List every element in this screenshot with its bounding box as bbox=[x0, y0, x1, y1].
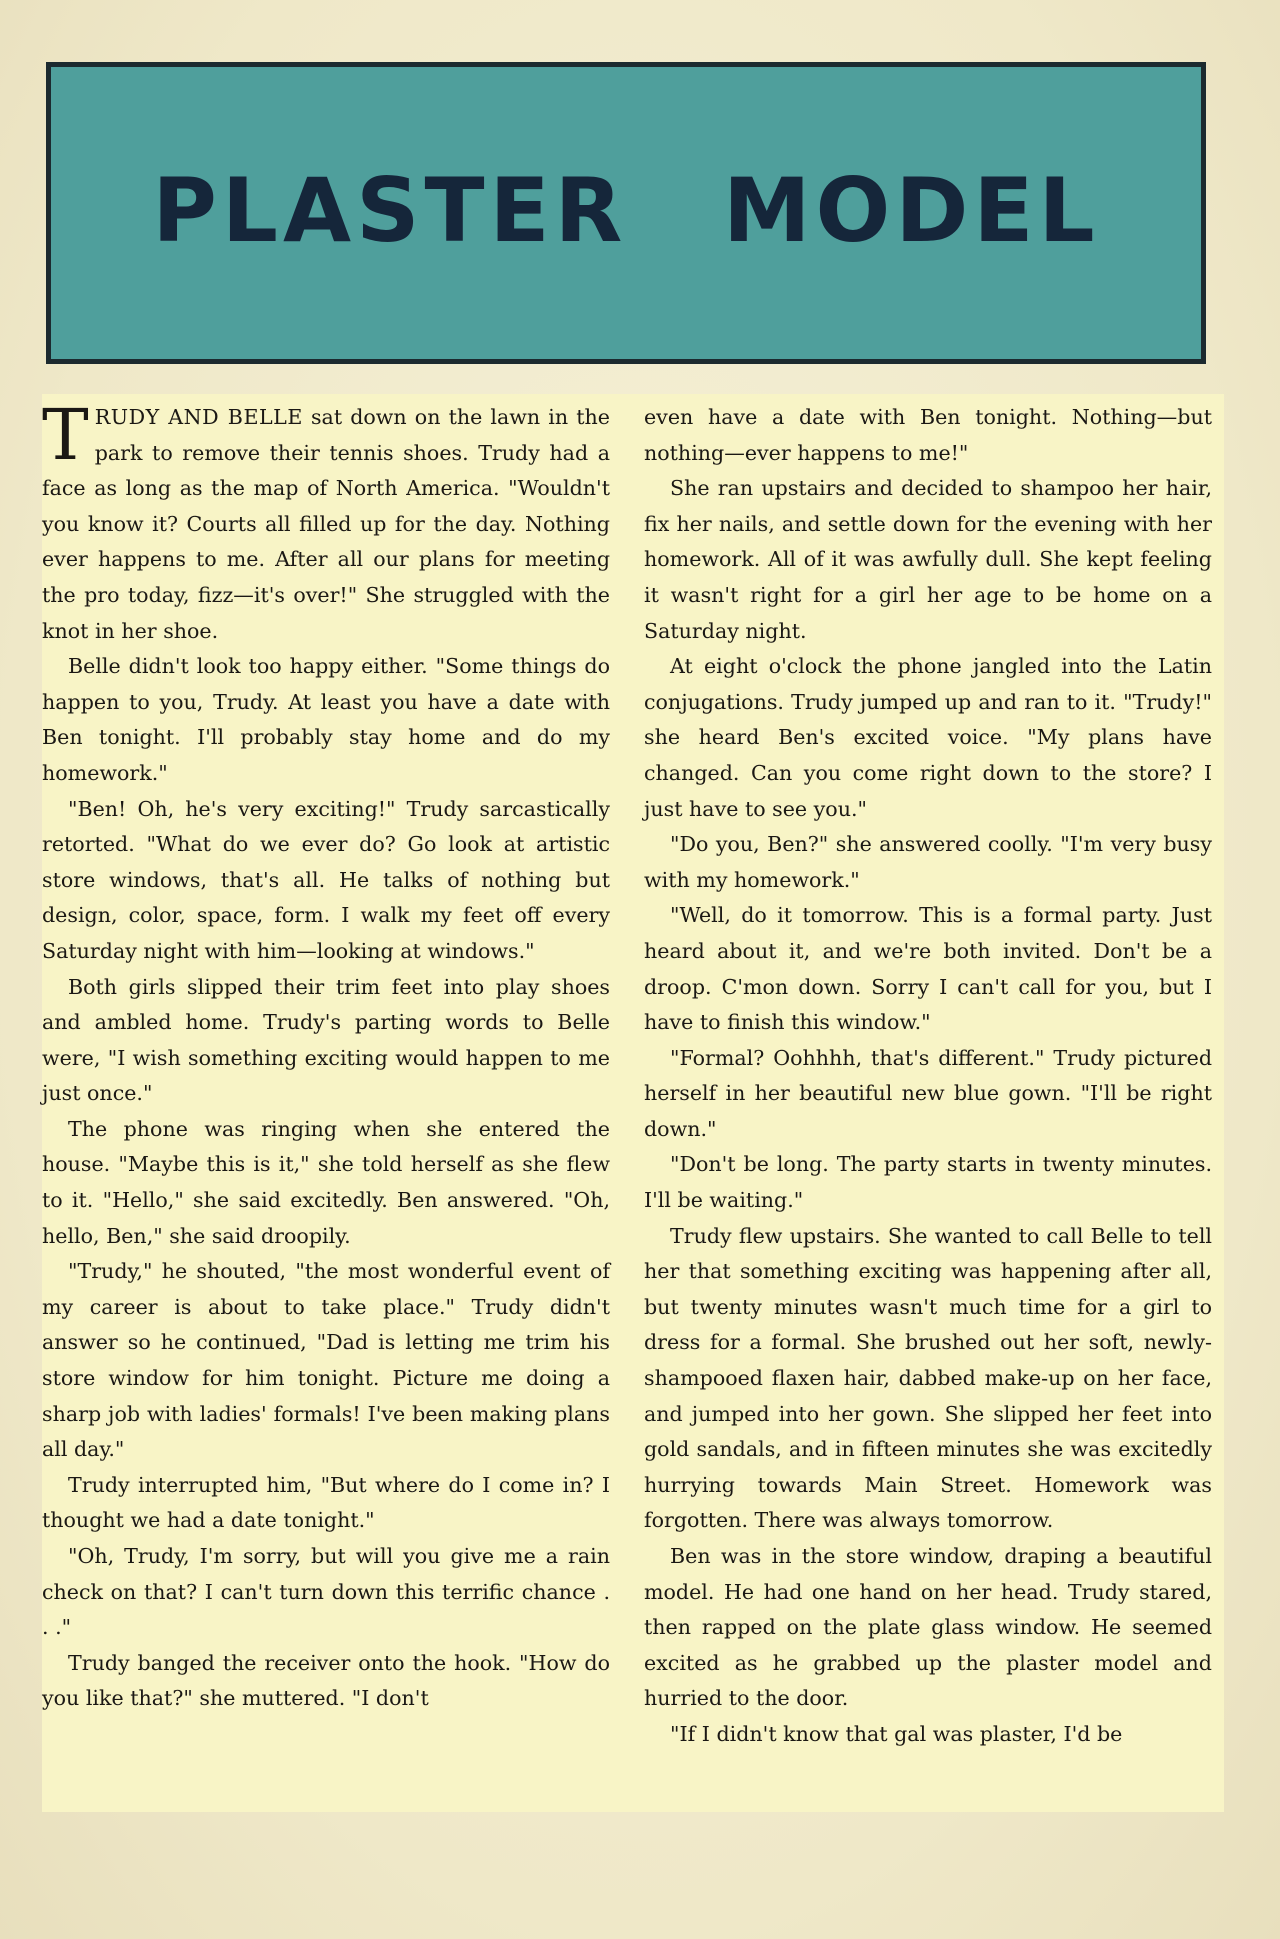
paragraph: Trudy interrupted him, "But where do I come in? I thought we had a date tonight." bbox=[42, 1472, 610, 1533]
title-banner bbox=[46, 62, 1206, 364]
paragraph: Trudy flew upstairs. She wanted to call Belle to tell her that something exciting was happening after all, but twenty minutes wasn't much time for a girl to dress for a formal. She brushed out her soft, newly-shampooed flaxen hair, dabbed make-up on her face, and jumped into her gown. She slipped her feet into gold sandals, and in fifteen minutes she was excitedly hurrying towards Main Street. Homework was forgotten. There was always tomorrow. bbox=[644, 1223, 1212, 1533]
paragraph: Both girls slipped their trim feet into play shoes and ambled home. Trudy's parting words to Belle were, "I wish something exciting would happen to me just once." bbox=[42, 974, 610, 1106]
continued-paragraph: even have a date with Ben tonight. Nothing—but nothing—ever happens to me!" bbox=[644, 405, 1212, 465]
story-title: PLASTER MODEL bbox=[152, 159, 1100, 262]
drop-cap: T bbox=[42, 394, 89, 476]
paragraph: "Don't be long. The party starts in twenty minutes. I'll be waiting." bbox=[644, 1152, 1212, 1213]
opening-paragraph bbox=[42, 394, 610, 649]
paragraph: "Well, do it tomorrow. This is a formal party. Just heard about it, and we're both invited. Don't be a droop. C'mon down. Sorry I can't call for you, but I have to finish this window." bbox=[644, 903, 1212, 1035]
opening-text: sat down on the lawn in the park to remove their tennis shoes. Trudy had a face as long as the map of North America. "Wouldn't you know it? Courts all filled up for the day. Nothing ever happens to me. After all our plans for meeting the pro today, fizz—it's over!" She struggled with the knot in her shoe. bbox=[42, 405, 610, 643]
lead-caps: RUDY AND BELLE bbox=[94, 405, 303, 429]
paragraph: Belle didn't look too happy either. "Some things do happen to you, Trudy. At least you have a date with Ben tonight. I'll probably stay home and do my homework." bbox=[42, 654, 610, 785]
paragraph: "Formal? Oohhhh, that's different." Trudy pictured herself in her beautiful new blue gown. "I'll be right down." bbox=[644, 1045, 1212, 1141]
paragraph: Trudy banged the receiver onto the hook. "How do you like that?" she muttered. "I don't bbox=[42, 1650, 610, 1711]
paragraph: "If I didn't know that gal was plaster, I'd be bbox=[670, 1721, 1123, 1746]
paragraph: "Ben! Oh, he's very exciting!" Trudy sarcastically retorted. "What do we ever do? Go look at artistic store windows, that's all. He talks of nothing but design, color, space, form. I walk my feet off every Saturday night with him—looking at windows." bbox=[42, 796, 610, 963]
right-column bbox=[644, 400, 1212, 1800]
paragraph: "Do you, Ben?" she answered coolly. "I'm very busy with my homework." bbox=[644, 832, 1212, 892]
paragraph: Ben was in the store window, draping a beautiful model. He had one hand on her head. Trudy stared, then rapped on the plate glass window. He seemed excited as he grabbed up the plaster model and hurried to the door. bbox=[644, 1544, 1212, 1711]
left-column bbox=[42, 394, 610, 1800]
paragraph: She ran upstairs and decided to shampoo her hair, fix her nails, and settle down for the evening with her homework. All of it was awfully dull. She kept feeling it wasn't right for a girl her age to be home on a Saturday night. bbox=[644, 476, 1212, 643]
paragraph: "Trudy," he shouted, "the most wonderful event of my career is about to take place." Trudy didn't answer so he continued, "Dad is letting me trim his store window for him tonight. Picture me doing a sharp job with ladies' formals! I've been making plans all day." bbox=[42, 1259, 610, 1462]
paragraph: "Oh, Trudy, I'm sorry, but will you give me a rain check on that? I can't turn down this terrific chance . . ." bbox=[42, 1544, 610, 1640]
paragraph: The phone was ringing when she entered the house. "Maybe this is it," she told herself as she flew to it. "Hello," she said excitedly. Ben answered. "Oh, hello, Ben," she said droopily. bbox=[42, 1116, 610, 1248]
paragraph: At eight o'clock the phone jangled into the Latin conjugations. Trudy jumped up and ran to it. "Trudy!" she heard Ben's excited voice. "My plans have changed. Can you come right down to the store? I just have to see you." bbox=[644, 654, 1212, 821]
